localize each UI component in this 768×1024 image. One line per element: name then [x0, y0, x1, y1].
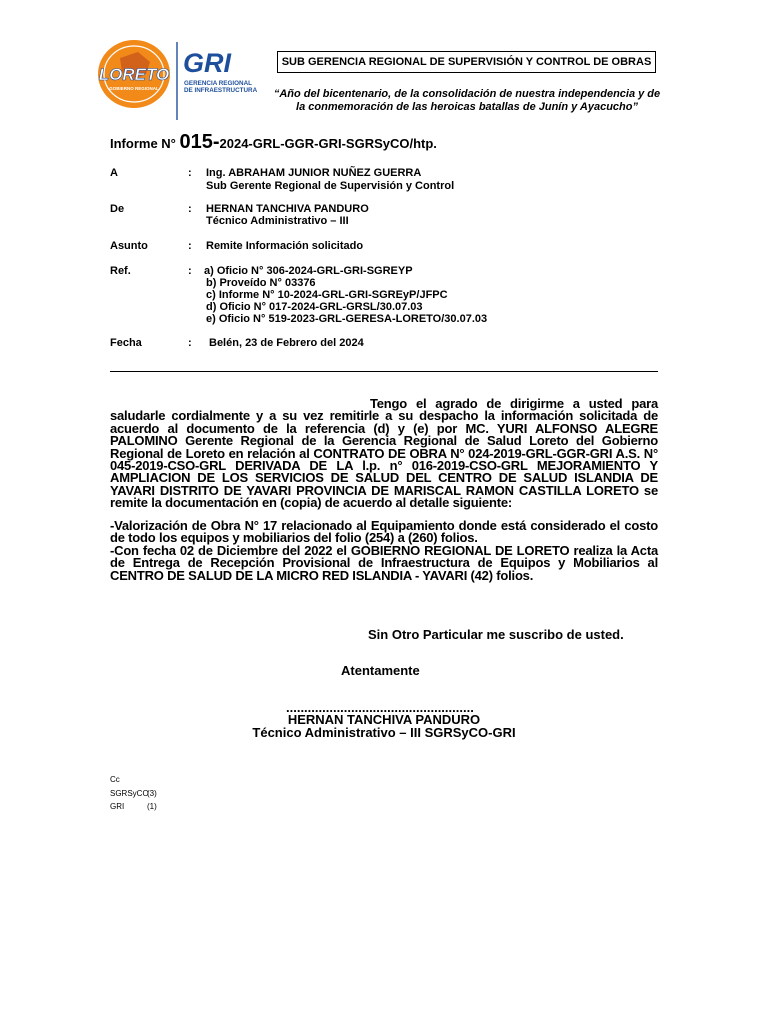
field-fecha-colon: :	[188, 337, 192, 349]
cc-row-name: GRI	[110, 802, 125, 811]
header-quote-line-1: “Año del bicentenario, de la consolidación de nuestra independencia y de	[273, 88, 661, 100]
body-detail-list	[110, 520, 658, 582]
divider-line	[110, 371, 658, 372]
field-asunto-label: Asunto	[110, 240, 148, 252]
signature-name: HERNAN TANCHIVA PANDURO	[287, 712, 481, 727]
svg-text:GOBIERNO REGIONAL: GOBIERNO REGIONAL	[109, 86, 159, 91]
header-quote	[272, 88, 662, 114]
ref-item: d) Oficio N° 017-2024-GRL-GRSL/30.07.03	[206, 301, 423, 313]
ref-item: a) Oficio N° 306-2024-GRL-GRI-SGREYP	[204, 265, 413, 277]
cc-row-count: (3)	[147, 789, 157, 798]
field-de-label: De	[110, 203, 125, 215]
report-number: 015-	[179, 131, 220, 153]
field-asunto-colon: :	[188, 240, 192, 252]
report-suffix: 2024-GRL-GGR-GRI-SGRSyCO/htp.	[219, 136, 437, 151]
signature-dots: ....................................................	[286, 700, 474, 715]
field-de-line-1: HERNAN TANCHIVA PANDURO	[206, 203, 369, 215]
field-de-line-2: Técnico Administrativo – III	[206, 215, 349, 227]
gri-logo	[94, 40, 262, 124]
cc-row-count: (1)	[147, 802, 157, 811]
body-intro-paragraph: Tengo el agrado de dirigirme a usted para saludarle cordialmente y a su vez remitirle a su despacho la información solicitada de acuerdo al documento de la referencia (d) y (e) por MC. YURI ALFONSO ALEGRE PALOMINO Gerente Regional de la Gerencia Regional de Salud Loreto del Gobierno Regional de Loreto en relación al CONTRATO DE OBRA N° 024-2019-GRL-GGR-GRI A.S. N° 045-2019-CSO-GRL DERIVADA DE LA l.p. n° 016-2019-CSO-GRL MEJORAMIENTO Y AMPLIACION DE LOS SERVICIOS DE SALUD DEL CENTRO DE SALUD ISLANDIA DE YAVARI DISTRITO DE YAVARI PROVINCIA DE MARISCAL RAMON CASTILLA LORETO se remite la documentación en (copia) de acuerdo al detalle siguiente:	[110, 396, 658, 511]
field-a-colon: :	[188, 167, 192, 179]
svg-text:LORETO: LORETO	[98, 65, 170, 84]
field-ref-colon: :	[188, 265, 192, 277]
closing-line: Sin Otro Particular me suscribo de usted.	[368, 627, 624, 642]
ref-item: c) Informe N° 10-2024-GRL-GRI-SGREyP/JFPC	[206, 289, 448, 301]
header-quote-line-2: la conmemoración de las heroicas batallas de Junín y Ayacucho”	[296, 101, 638, 113]
report-prefix: Informe N°	[110, 136, 180, 151]
body-detail-item: -Valorización de Obra N° 17 relacionado al Equipamiento donde está considerado el costo de todo los equipos y mobiliarios del folio (254) a (260) folios.	[110, 518, 658, 546]
field-a-line-2: Sub Gerente Regional de Supervisión y Control	[206, 180, 455, 192]
body-detail-item: -Con fecha 02 de Diciembre del 2022 el GOBIERNO REGIONAL DE LORETO realiza la Acta de Entrega de Recepción Provisional de Infraestructura de Equipos y Mobiliarios al CENTRO DE SALUD DE LA MICRO RED ISLANDIA - YAVARI (42) folios.	[110, 542, 658, 583]
cc-row-name: SGRSyCO	[110, 789, 149, 798]
signature-role: Técnico Administrativo – III SGRSyCO-GRI	[252, 725, 516, 740]
ref-item: e) Oficio N° 519-2023-GRL-GERESA-LORETO/30.07.03	[206, 313, 488, 325]
ref-item: b) Proveído N° 03376	[206, 277, 316, 289]
field-de-colon: :	[188, 203, 192, 215]
svg-text:DE INFRAESTRUCTURA: DE INFRAESTRUCTURA	[184, 87, 258, 94]
svg-text:GRI: GRI	[183, 48, 232, 78]
field-a-label: A	[110, 167, 118, 179]
header-box: SUB GERENCIA REGIONAL DE SUPERVISIÓN Y CONTROL DE OBRAS	[277, 51, 656, 73]
closing-regards: Atentamente	[341, 663, 420, 678]
report-title	[110, 131, 437, 154]
svg-text:GERENCIA REGIONAL: GERENCIA REGIONAL	[184, 80, 252, 87]
field-fecha-value: Belén, 23 de Febrero del 2024	[209, 337, 364, 349]
field-fecha-label: Fecha	[110, 337, 142, 349]
field-a-line-1: Ing. ABRAHAM JUNIOR NUÑEZ GUERRA	[206, 167, 422, 179]
cc-label: Cc	[110, 775, 120, 784]
field-ref-label: Ref.	[110, 265, 131, 277]
field-asunto-value: Remite Información solicitado	[206, 240, 364, 252]
